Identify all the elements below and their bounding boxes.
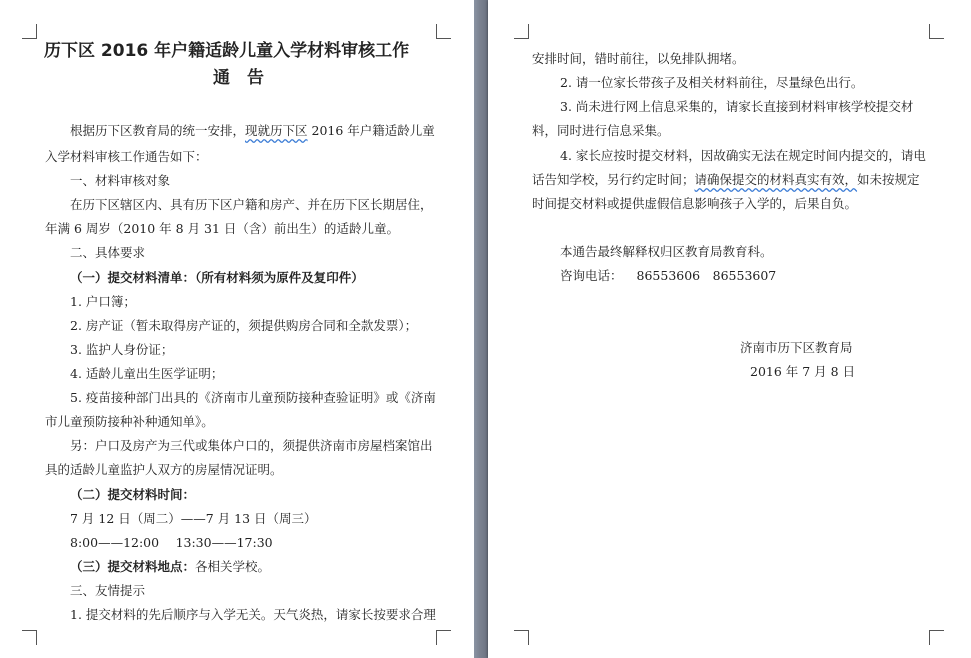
notice-title-2: 通 告 — [213, 68, 264, 88]
section-heading: 二、具体要求 — [70, 245, 146, 260]
crop-mark — [22, 24, 37, 39]
paragraph-line: 入学材料审核工作通告如下： — [45, 149, 208, 164]
list-item: 2. 房产证（暂未取得房产证的，须提供购房合同和全款发票）； — [70, 318, 418, 333]
paragraph-line: 料，同时进行信息采集。 — [532, 123, 670, 138]
page-gap — [474, 0, 488, 658]
paragraph-line: 年满 6 周岁（2010 年 8 月 31 日（含）前出生）的适龄儿童。 — [45, 221, 399, 236]
crop-mark — [436, 630, 451, 645]
section-heading: 三、友情提示 — [70, 583, 146, 598]
time-dates: 7 月 12 日（周二）——7 月 13 日（周三） — [70, 511, 317, 526]
paragraph-line — [70, 123, 435, 139]
paragraph-line: 具的适龄儿童监护人双方的房屋情况证明。 — [45, 462, 283, 477]
text-run: 话告知学校，另行约定时间； — [532, 172, 695, 187]
paragraph-line: 2. 请一位家长带孩子及相关材料前往，尽量绿色出行。 — [560, 75, 864, 90]
location-value: 各相关学校。 — [195, 559, 271, 574]
subsection-heading: （一）提交材料清单：（所有材料须为原件及复印件） — [70, 270, 364, 285]
paragraph-line: 在历下区辖区内、具有历下区户籍和房产、并在历下区长期居住， — [70, 197, 433, 212]
paragraph-line: 1. 提交材料的先后顺序与入学无关。天气炎热，请家长按要求合理 — [70, 607, 436, 622]
proofing-underlined-text: 现就历下区 — [245, 123, 308, 138]
document-page-left — [0, 0, 474, 658]
paragraph-line: 时间提交材料或提供虚假信息影响孩子入学的，后果自负。 — [532, 196, 858, 211]
section-heading: 一、材料审核对象 — [70, 173, 171, 188]
list-item: 3. 监护人身份证； — [70, 342, 174, 357]
crop-mark — [436, 24, 451, 39]
crop-mark — [22, 630, 37, 645]
paragraph-line: 3. 尚未进行网上信息采集的，请家长直接到材料审核学校提交材 — [560, 99, 914, 114]
paragraph-line — [70, 559, 270, 575]
document-page-right — [488, 0, 971, 658]
text-run: 根据历下区教育局的统一安排， — [70, 123, 246, 138]
phone-label: 咨询电话： — [560, 268, 623, 283]
text-run: 如未按规定 — [857, 172, 920, 187]
subsection-heading: （三）提交材料地点： — [70, 559, 196, 574]
contact-line — [560, 268, 776, 284]
crop-mark — [514, 24, 529, 39]
time-hours: 8:00——12:00 13:30——17:30 — [70, 535, 273, 550]
subsection-heading: （二）提交材料时间： — [70, 487, 196, 502]
notice-title: 历下区 2016 年户籍适龄儿童入学材料审核工作 — [44, 41, 410, 61]
crop-mark — [514, 630, 529, 645]
issue-date: 2016 年 7 月 8 日 — [750, 364, 856, 379]
crop-mark — [929, 24, 944, 39]
list-item: 4. 适龄儿童出生医学证明； — [70, 366, 224, 381]
list-item: 市儿童预防接种补种通知单》。 — [45, 414, 214, 429]
paragraph-line — [532, 172, 920, 188]
list-item: 1. 户口簿； — [70, 294, 136, 309]
issuer: 济南市历下区教育局 — [740, 340, 853, 355]
paragraph-line: 4. 家长应按时提交材料，因故确实无法在规定时间内提交的，请电 — [560, 148, 926, 163]
list-item: 5. 疫苗接种部门出具的《济南市儿童预防接种查验证明》或《济南 — [70, 390, 436, 405]
closing-note: 本通告最终解释权归区教育局教育科。 — [560, 244, 773, 259]
paragraph-line: 另：户口及房产为三代或集体户口的，须提供济南市房屋档案馆出 — [70, 438, 433, 453]
text-run: 2016 年户籍适龄儿童 — [307, 123, 435, 138]
proofing-underlined-text: 请确保提交的材料真实有效， — [694, 172, 858, 187]
phone-numbers: 86553606 86553607 — [636, 268, 777, 283]
paragraph-line: 安排时间，错时前往，以免排队拥堵。 — [532, 51, 745, 66]
crop-mark — [929, 630, 944, 645]
